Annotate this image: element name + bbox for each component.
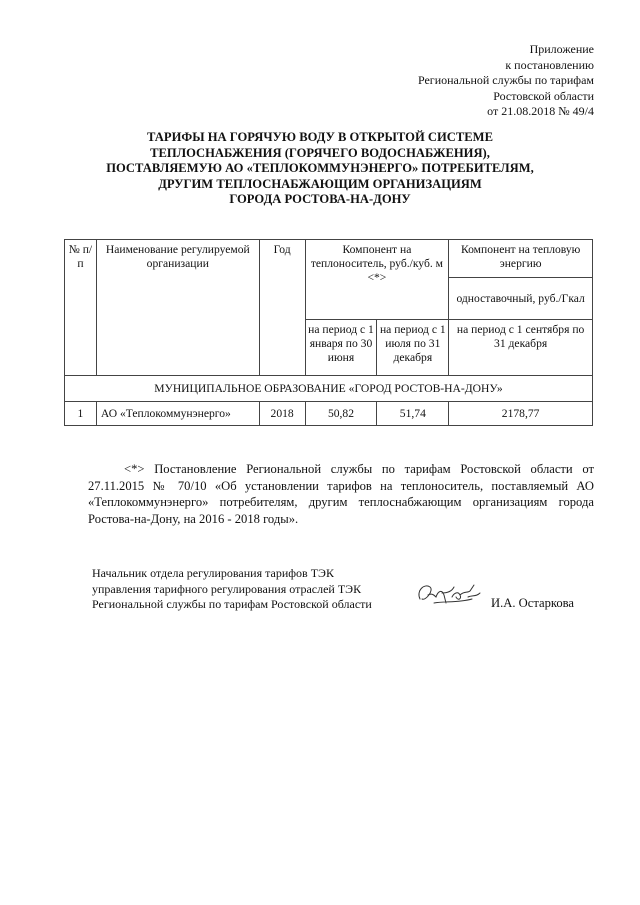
title-line: ТАРИФЫ НА ГОРЯЧУЮ ВОДУ В ОТКРЫТОЙ СИСТЕМЕ <box>147 130 493 144</box>
cell-carrier-h1: 50,82 <box>305 402 377 426</box>
table-row <box>65 402 593 426</box>
header-num: № п/п <box>65 240 97 376</box>
signature-title-line: управления тарифного регулирования отраслей ТЭК <box>92 581 362 596</box>
header-carrier: Компонент на теплоноситель, руб./куб. м <*> <box>305 240 449 320</box>
signer-name: И.А. Остаркова <box>491 596 575 610</box>
header-period-3: на период с 1 сентября по 31 декабря <box>449 320 593 376</box>
cell-org: АО «Теплокоммунэнерго» <box>96 402 259 426</box>
title-line: ДРУГИМ ТЕПЛОСНАБЖАЮЩИМ ОРГАНИЗАЦИЯМ <box>158 176 482 191</box>
document-title <box>60 130 580 208</box>
cell-carrier-h2: 51,74 <box>377 402 449 426</box>
section-row: МУНИЦИПАЛЬНОЕ ОБРАЗОВАНИЕ «ГОРОД РОСТОВ-НА-ДОНУ» <box>65 376 593 402</box>
handwritten-signature <box>414 577 486 611</box>
signature-title-line: Начальник отдела регулирования тарифов ТЭК <box>92 566 334 580</box>
cell-energy: 2178,77 <box>449 402 593 426</box>
appendix-line: к постановлению <box>505 57 594 72</box>
footnote <box>88 461 594 527</box>
appendix-line: Региональной службы по тарифам <box>417 73 594 87</box>
title-line: ТЕПЛОСНАБЖЕНИЯ (ГОРЯЧЕГО ВОДОСНАБЖЕНИЯ), <box>150 145 490 160</box>
header-period-2: на период с 1 июля по 31 декабря <box>377 320 449 376</box>
title-line: ПОСТАВЛЯЕМУЮ АО «ТЕПЛОКОММУНЭНЕРГО» ПОТРЕБИТЕЛЯМ, <box>106 161 534 176</box>
appendix-line: Приложение <box>529 42 594 56</box>
signature-block <box>92 566 372 613</box>
title-line: ГОРОДА РОСТОВА-НА-ДОНУ <box>229 192 411 207</box>
tariffs-table <box>64 239 593 426</box>
header-org: Наименование регулируемой организации <box>96 240 259 376</box>
cell-year: 2018 <box>259 402 305 426</box>
signature-title-line: Региональной службы по тарифам Ростовской области <box>92 597 372 611</box>
appendix-line: от 21.08.2018 № 49/4 <box>487 104 594 118</box>
cell-num: 1 <box>65 402 97 426</box>
footnote-text: <*> Постановление Региональной службы по тарифам Ростовской области от 27.11.2015 № 70/10 «Об установлении тарифов на теплоноситель, поставляемый АО «Теплокоммунэнерго» потребителям, другим теплоснабжающим организациям города Ростова-на-Дону, на 2016 - 2018 годы». <box>88 462 594 526</box>
header-single-rate: одноставочный, руб./Гкал <box>449 278 593 320</box>
appendix-line: Ростовской области <box>493 88 594 103</box>
header-year: Год <box>259 240 305 376</box>
appendix-header <box>418 42 594 120</box>
header-period-1: на период с 1 января по 30 июня <box>305 320 377 376</box>
header-energy: Компонент на тепловую энергию <box>449 240 593 278</box>
